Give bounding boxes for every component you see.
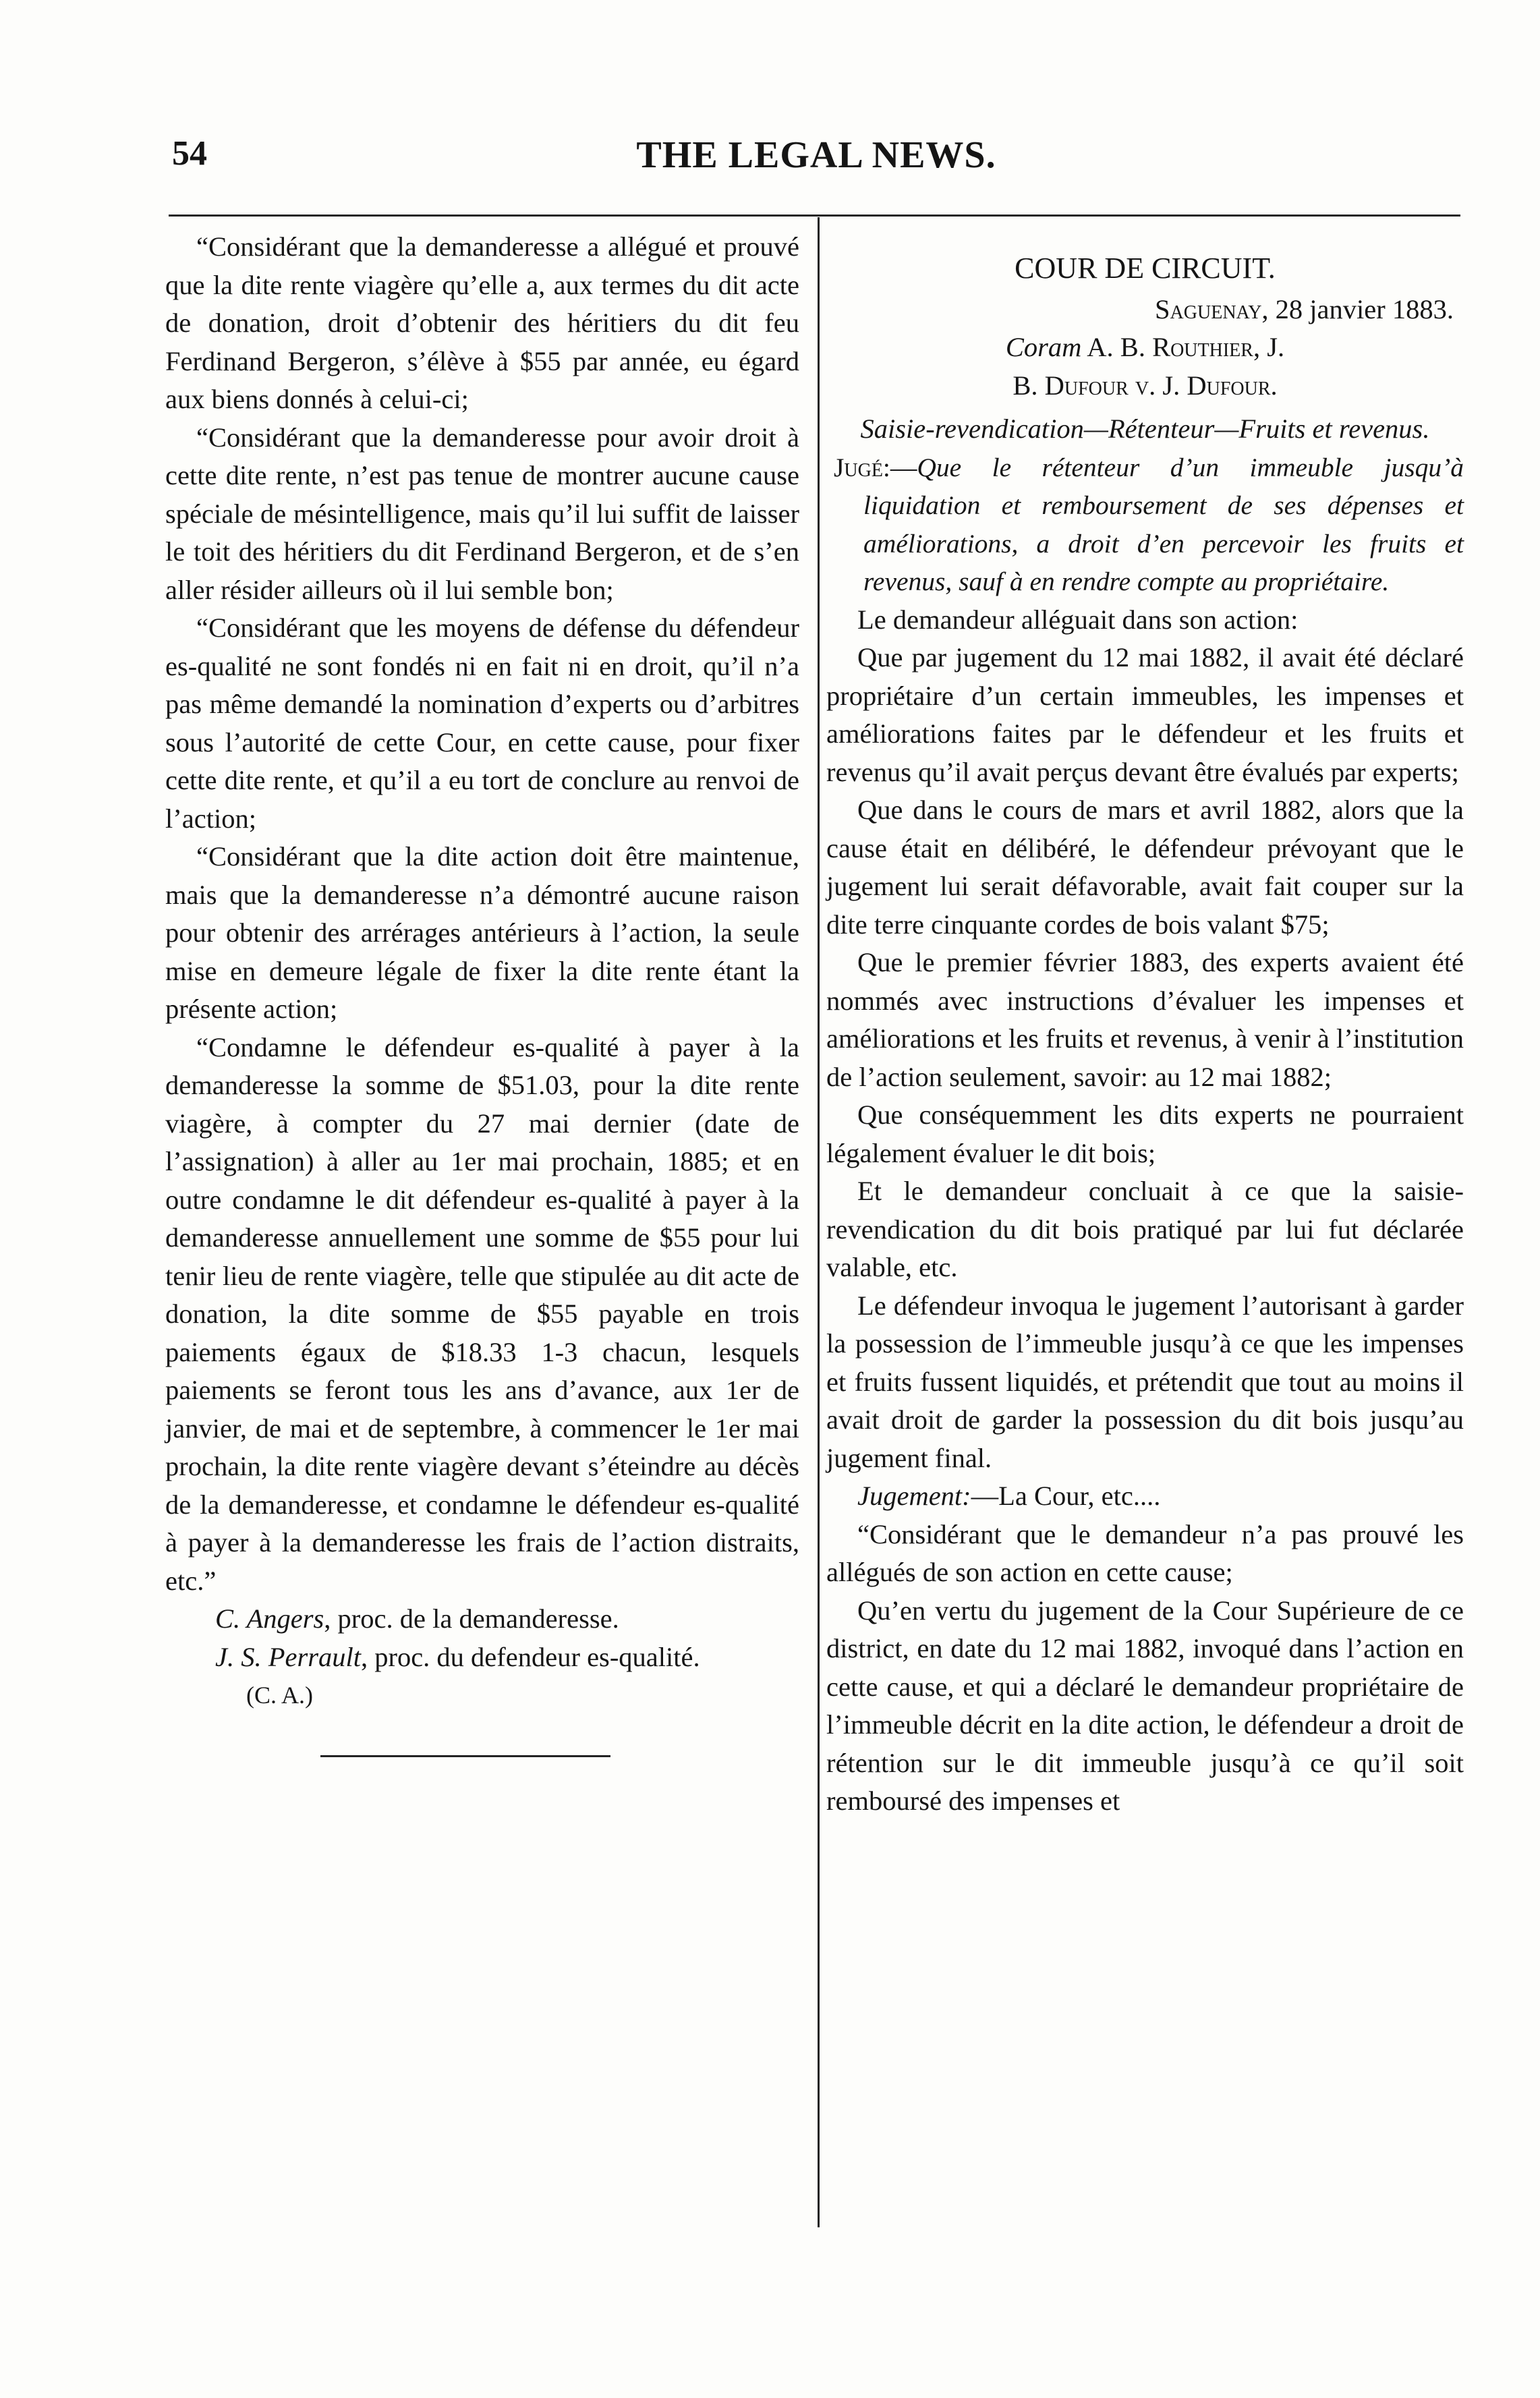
paragraph: Le demandeur alléguait dans son action: [857, 604, 1299, 635]
holding-text: Que le rétenteur d’un immeuble jusqu’à liquidation et remboursement de ses dépenses et améliorations, a droit d’en percevoir les fruits et revenus, sauf à en rendre compte au propriétaire. [863, 452, 1464, 596]
attorney-name: C. Angers [215, 1603, 324, 1634]
dateline-date: , 28 janvier 1883. [1261, 293, 1454, 324]
paragraph: “Considérant que la demanderesse a allégué et prouvé que la dite rente viagère qu’elle a, aux termes du dit acte de donation, droit d’obtenir des héritiers du dit feu Ferdinand Bergeron, s’élève à $55 par année, eu égard aux biens donnés à celui-ci; [165, 231, 799, 414]
paragraph: “Considérant que la dite action doit être maintenue, mais que la demanderesse n’a démontré aucune raison pour obtenir des arrérages antérieurs à l’action, la seule mise en demeure légale de fixer la dite rente étant la présente action; [165, 841, 799, 1024]
coram-word: Coram [1005, 332, 1082, 362]
paragraph: “Considérant que les moyens de défense du défendeur es-qualité ne sont fondés ni en fait ni en droit, qu’il n’a pas même demandé la nomination d’experts ou d’arbitres sous l’autorité de cette Cour, en cette cause, pour fixer cette dite rente, et qu’il a eu tort de conclure au renvoi de l’action; [165, 612, 799, 834]
left-column [165, 228, 799, 1757]
header-rule [169, 215, 1460, 217]
court-heading: COUR DE CIRCUIT. [1015, 252, 1276, 285]
holding-summary [826, 449, 1464, 601]
paragraph: Que par jugement du 12 mai 1882, il avait été déclaré propriétaire d’un certain immeubles, les impenses et améliorations faites par le défendeur et les fruits et revenus qu’il avait perçus devant être évalués par experts; [826, 642, 1464, 787]
attorney-role: , proc. de la demanderesse. [324, 1603, 619, 1634]
case-keywords: Saisie-revendication—Rétenteur—Fruits et revenus. [860, 413, 1430, 444]
coram-line [826, 329, 1464, 367]
paragraph: Le défendeur invoqua le jugement l’autorisant à garder la possession de l’immeuble jusqu’à ce que les impenses et fruits fussent liquidés, et prétendit que tout au moins il avait droit de garder la possession du dit bois jusqu’au jugement final. [826, 1290, 1464, 1473]
judge-name: A. B. Routhier, J. [1081, 332, 1285, 362]
paragraph: “Condamne le défendeur es-qualité à payer à la demanderesse la somme de $51.03, pour la dite rente viagère, à compter du 27 mai dernier (date de l’assignation) à aller au 1er mai prochain, 1885; et en outre condamne le dit défendeur es-qualité à payer à la demanderesse annuellement une somme de $55 pour lui tenir lieu de rente viagère, telle que stipulée au dit acte de donation, la dite somme de $55 payable en trois paiements égaux de $18.33 1-3 chacun, lesquels paiements se feront tous les ans d’avance, aux 1er de janvier, de mai et de septembre, à commencer le 1er mai prochain, la dite rente viagère devant s’éteindre au décès de la demanderesse, et condamne le défendeur es-qualité à payer à la demanderesse les frais de l’action distraits, etc.” [165, 1031, 799, 1596]
attorney-signature [165, 1600, 799, 1638]
page-number: 54 [172, 134, 207, 173]
right-column [826, 228, 1464, 1821]
attorney-signature [165, 1638, 799, 1677]
judgment-rest: —La Cour, etc.... [971, 1481, 1161, 1511]
section-end-rule [320, 1755, 610, 1757]
judgment-heading [826, 1477, 1464, 1516]
dateline [826, 291, 1454, 329]
reporter-tag: (C. A.) [246, 1682, 313, 1709]
paragraph: Que conséquemment les dits experts ne pourraient légalement évaluer le dit bois; [826, 1100, 1464, 1168]
paragraph: “Considérant que le demandeur n’a pas prouvé les allégués de son action en cette cause; [826, 1518, 1464, 1587]
page-header [172, 134, 1460, 188]
dateline-place: Saguenay [1155, 293, 1262, 324]
paragraph: Que dans le cours de mars et avril 1882, alors que la cause était en délibéré, le défendeur prévoyant que le jugement lui serait défavorable, avait fait couper sur la dite terre cinquante cordes de bois valant $75; [826, 795, 1464, 940]
paragraph: Que le premier février 1883, des experts avaient été nommés avec instructions d’évaluer les impenses et améliorations et les fruits et revenus, à venir à l’institution de l’action seulement, savoir: au 12 mai 1882; [826, 947, 1464, 1092]
column-divider [818, 217, 820, 2227]
paragraph: Et le demandeur concluait à ce que la saisie-revendication du dit bois pratiqué par lui fut déclarée valable, etc. [826, 1176, 1464, 1282]
attorney-name: J. S. Perrault [215, 1641, 361, 1672]
case-parties: B. Dufour v. J. Dufour. [1013, 370, 1278, 401]
attorney-role: , proc. du defendeur es-qualité. [360, 1641, 700, 1672]
paragraph: Qu’en vertu du jugement de la Cour Supérieure de ce district, en date du 12 mai 1882, invoqué dans l’action en cette cause, et qui a déclaré le demandeur propriétaire de l’immeuble décrit en la dite action, le défendeur a droit de rétention sur le dit immeuble jusqu’à ce qu’il soit remboursé des impenses et [826, 1595, 1464, 1816]
publication-title: THE LEGAL NEWS. [636, 134, 996, 176]
judgment-lead: Jugement: [857, 1481, 971, 1511]
holding-lead: Jugé:— [834, 452, 917, 482]
paragraph: “Considérant que la demanderesse pour avoir droit à cette dite rente, n’est pas tenue de montrer aucune cause spéciale de mésintelligence, mais qu’il lui suffit de laisser le toit des héritiers du dit Ferdinand Bergeron, et de s’en aller résider ailleurs où il lui semble bon; [165, 422, 799, 605]
